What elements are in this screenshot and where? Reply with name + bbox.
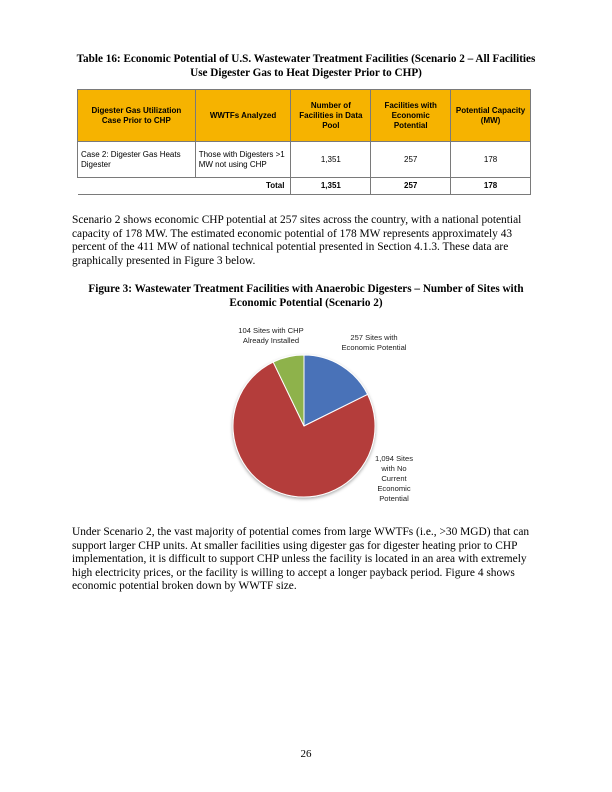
header-economic-facilities: Facilities with Economic Potential [371,90,451,142]
pie-label-economic-potential: 257 Sites with Economic Potential [341,333,407,352]
header-facilities-in-pool: Number of Facilities in Data Pool [291,90,371,142]
header-potential-capacity: Potential Capacity (MW) [451,90,531,142]
table-total-row [78,178,531,195]
cell-facilities: 1,351 [291,142,371,178]
cell-capacity: 178 [451,142,531,178]
economic-potential-table [77,89,531,195]
pie-label-chp-installed: 104 Sites with CHP Already Installed [238,326,304,345]
cell-case: Case 2: Digester Gas Heats Digester [78,142,196,178]
table-header-row [78,90,531,142]
total-label: Total [195,178,291,195]
header-wwtfs-analyzed: WWTFs Analyzed [195,90,291,142]
cell-analyzed: Those with Digesters >1 MW not using CHP [195,142,291,178]
total-capacity: 178 [451,178,531,195]
paragraph-scenario-detail: Under Scenario 2, the vast majority of potential comes from large WWTFs (i.e., >30 MGD) that can support larger CHP units. At smaller facilities using digester gas for digester heating prior to CHP implementation, it is difficult to support CHP unless the facility is located in an area with extremely high electricity prices, or the facility is willing to accept a longer payback period. Figure 4 shows economic potential broken down by WWTF size. [72,526,530,593]
figure-caption: Figure 3: Wastewater Treatment Facilities with Anaerobic Digesters – Number of Sites with Economic Potential (Scenario 2) [88,283,524,309]
page-number: 26 [300,748,312,760]
table-row [78,142,531,178]
total-blank-cell [78,178,196,195]
cell-economic: 257 [371,142,451,178]
pie-label-no-economic-potential: 1,094 Sites with No Current Economic Potential [375,454,413,503]
table-caption: Table 16: Economic Potential of U.S. Wastewater Treatment Facilities (Scenario 2 – All Facilities Use Digester Gas to Heat Digester Prior to CHP) [76,53,536,79]
total-economic: 257 [371,178,451,195]
header-utilization-case: Digester Gas Utilization Case Prior to CHP [78,90,196,142]
total-facilities: 1,351 [291,178,371,195]
paragraph-scenario-summary: Scenario 2 shows economic CHP potential at 257 sites across the country, with a national potential capacity of 178 MW. The estimated economic potential of 178 MW represents approximately 43 percent of the 411 MW of national technical potential presented in Section 4.1.3. These data are graphically presented in Figure 3 below. [72,214,522,267]
